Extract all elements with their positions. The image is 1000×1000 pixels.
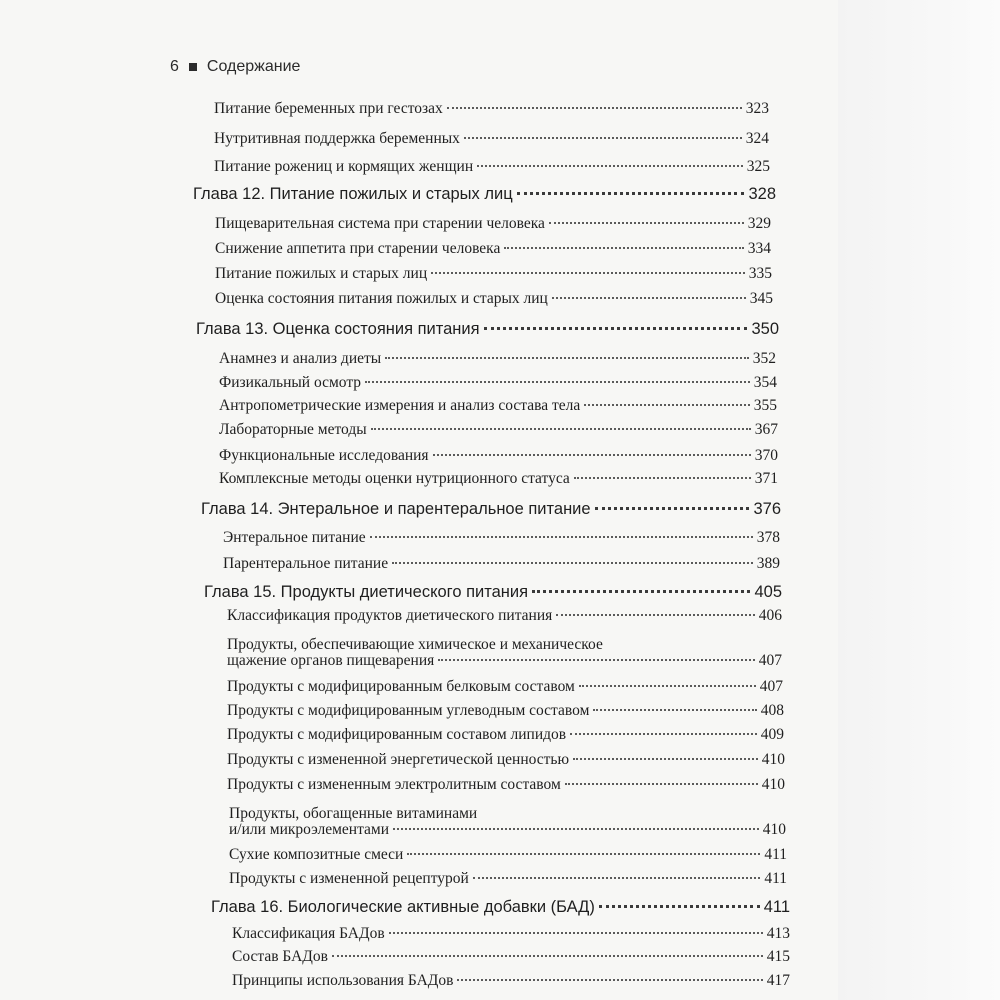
toc-entry: Продукты с измененным электролитным составом 410: [227, 776, 785, 793]
toc-entry: Анамнез и анализ диеты 352: [219, 350, 776, 367]
toc-entry: Нутритивная поддержка беременных 324: [214, 130, 769, 147]
toc-entry: Комплексные методы оценки нутриционного статуса 371: [219, 470, 778, 487]
toc-entry: Принципы использования БАДов 417: [232, 972, 790, 989]
toc-entry: Питание рожениц и кормящих женщин 325: [214, 158, 770, 175]
toc-entry: Оценка состояния питания пожилых и старых лиц 345: [215, 290, 773, 307]
toc-entry: Пищеварительная система при старении человека 329: [215, 215, 771, 232]
section-title: Содержание: [206, 58, 301, 75]
toc-entry: Энтеральное питание 378: [223, 529, 780, 546]
toc-chapter: Глава 15. Продукты диетического питания 405: [204, 583, 782, 601]
toc-entry: Питание пожилых и старых лиц 335: [215, 265, 772, 282]
toc-entry: Продукты с измененной энергетической ценностью 410: [227, 751, 785, 768]
toc-entry: Классификация продуктов диетического питания 406: [227, 607, 782, 624]
toc-entry-two-line: Продукты, обогащенные витаминами и/или микроэлементами 410: [229, 805, 786, 838]
toc-entry: Лабораторные методы 367: [219, 421, 778, 438]
toc-entry: Продукты с модифицированным составом липидов 409: [227, 726, 784, 743]
toc-entry-two-line: Продукты, обеспечивающие химическое и механическое щажение органов пищеварения 407: [227, 636, 782, 669]
toc-chapter: Глава 14. Энтеральное и парентеральное питание 376: [201, 500, 781, 518]
toc-chapter: Глава 12. Питание пожилых и старых лиц 328: [193, 185, 776, 203]
toc-entry: Сухие композитные смеси 411: [229, 846, 787, 863]
toc-entry: Функциональные исследования 370: [219, 447, 778, 464]
toc-entry: Антропометрические измерения и анализ состава тела 355: [219, 397, 777, 414]
toc-entry: Состав БАДов 415: [232, 948, 790, 965]
toc-entry: Продукты с модифицированным углеводным составом 408: [227, 702, 784, 719]
toc-entry: Снижение аппетита при старении человека 334: [215, 240, 771, 257]
toc-entry: Продукты с измененной рецептурой 411: [229, 870, 787, 887]
toc-entry: Парентеральное питание 389: [223, 555, 780, 572]
page-number: 6: [170, 58, 179, 75]
toc-entry: Питание беременных при гестозах 323: [214, 100, 769, 117]
toc-chapter: Глава 13. Оценка состояния питания 350: [196, 320, 779, 338]
toc-entry: Классификация БАДов 413: [232, 925, 790, 942]
toc-chapter: Глава 16. Биологические активные добавки (БАД) 411: [211, 898, 790, 916]
page-edge: [838, 0, 1000, 1000]
toc-entry: Физикальный осмотр 354: [219, 374, 777, 391]
toc-entry: Продукты с модифицированным белковым составом 407: [227, 678, 783, 695]
